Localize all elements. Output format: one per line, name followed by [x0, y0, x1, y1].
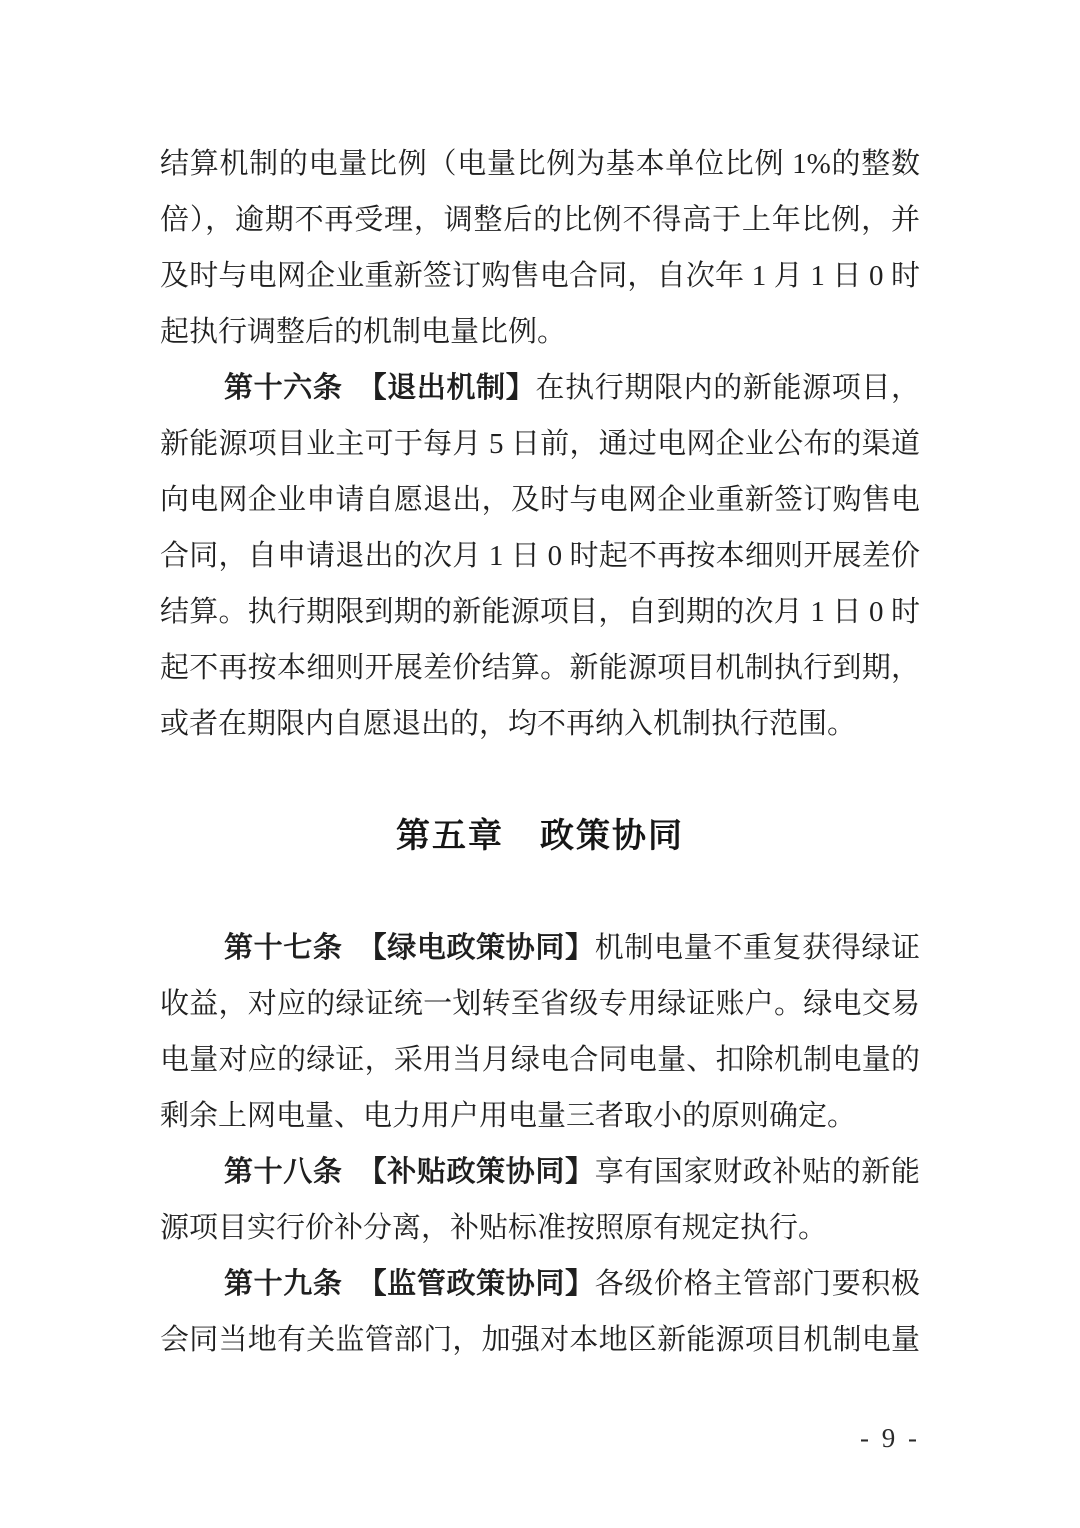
text-run: 机制电量不重复获得绿证 — [594, 932, 920, 964]
bold-text-run: 第十九条 — [224, 1268, 343, 1300]
text-run: 享有国家财政补贴的新能 — [594, 1156, 920, 1188]
text-line — [160, 696, 920, 752]
text-run: 向电网企业申请自愿退出，及时与电网企业重新签订购售电 — [160, 484, 920, 516]
text-line — [160, 472, 920, 528]
text-run: 起不再按本细则开展差价结算。新能源项目机制执行到期， — [160, 652, 920, 684]
paragraph — [160, 1144, 920, 1256]
text-run: 结算机制的电量比例（电量比例为基本单位比例 1%的整数 — [160, 148, 920, 180]
text-run: 会同当地有关监管部门，加强对本地区新能源项目机制电量 — [160, 1324, 920, 1356]
text-run: 及时与电网企业重新签订购售电合同，自次年 1 月 1 日 0 时 — [160, 260, 920, 292]
page-number: - 9 - — [860, 1423, 920, 1453]
text-run: 起执行调整后的机制电量比例。 — [160, 316, 567, 348]
text-line — [160, 416, 920, 472]
text-line — [160, 360, 920, 416]
text-run — [343, 372, 373, 404]
paragraph — [160, 136, 920, 360]
text-run: 收益，对应的绿证统一划转至省级专用绿证账户。绿电交易 — [160, 988, 920, 1020]
text-run: 各级价格主管部门要积极 — [594, 1268, 920, 1300]
text-line — [160, 528, 920, 584]
text-line — [160, 920, 920, 976]
bold-text-run: 【绿电政策协同】 — [372, 932, 595, 964]
text-run: 源项目实行价补分离，补贴标准按照原有规定执行。 — [160, 1212, 828, 1244]
document-body — [160, 136, 920, 1368]
text-run: 结算。执行期限到期的新能源项目，自到期的次月 1 日 0 时 — [160, 596, 920, 628]
text-run: 剩余上网电量、电力用户用电量三者取小的原则确定。 — [160, 1100, 857, 1132]
text-run: 或者在期限内自愿退出的，均不再纳入机制执行范围。 — [160, 708, 857, 740]
paragraph — [160, 360, 920, 752]
text-run — [343, 1156, 373, 1188]
bold-text-run: 【退出机制】 — [372, 372, 536, 404]
text-line — [160, 1144, 920, 1200]
text-line — [160, 584, 920, 640]
text-line — [160, 1032, 920, 1088]
bold-text-run: 【监管政策协同】 — [372, 1268, 595, 1300]
text-line — [160, 640, 920, 696]
text-run: 电量对应的绿证，采用当月绿电合同电量、扣除机制电量的 — [160, 1044, 920, 1076]
text-line — [160, 1312, 920, 1368]
text-run — [343, 1268, 373, 1300]
text-line — [160, 1256, 920, 1312]
text-line — [160, 976, 920, 1032]
bold-text-run: 第十八条 — [224, 1156, 343, 1188]
text-run — [343, 932, 373, 964]
text-run: 在执行期限内的新能源项目， — [535, 372, 920, 404]
paragraph — [160, 1256, 920, 1368]
text-line — [160, 1200, 920, 1256]
chapter-heading: 第五章 政策协同 — [396, 817, 684, 855]
paragraph — [160, 920, 920, 1144]
text-line — [160, 304, 920, 360]
text-run: 新能源项目业主可于每月 5 日前，通过电网企业公布的渠道 — [160, 428, 920, 460]
text-run: 倍），逾期不再受理，调整后的比例不得高于上年比例，并 — [160, 204, 920, 236]
bold-text-run: 第十六条 — [224, 372, 343, 404]
text-line — [160, 1088, 920, 1144]
bold-text-run: 第十七条 — [224, 932, 343, 964]
text-run: 合同，自申请退出的次月 1 日 0 时起不再按本细则开展差价 — [160, 540, 920, 572]
text-line — [160, 136, 920, 192]
text-line — [160, 248, 920, 304]
bold-text-run: 【补贴政策协同】 — [372, 1156, 595, 1188]
text-line — [160, 192, 920, 248]
